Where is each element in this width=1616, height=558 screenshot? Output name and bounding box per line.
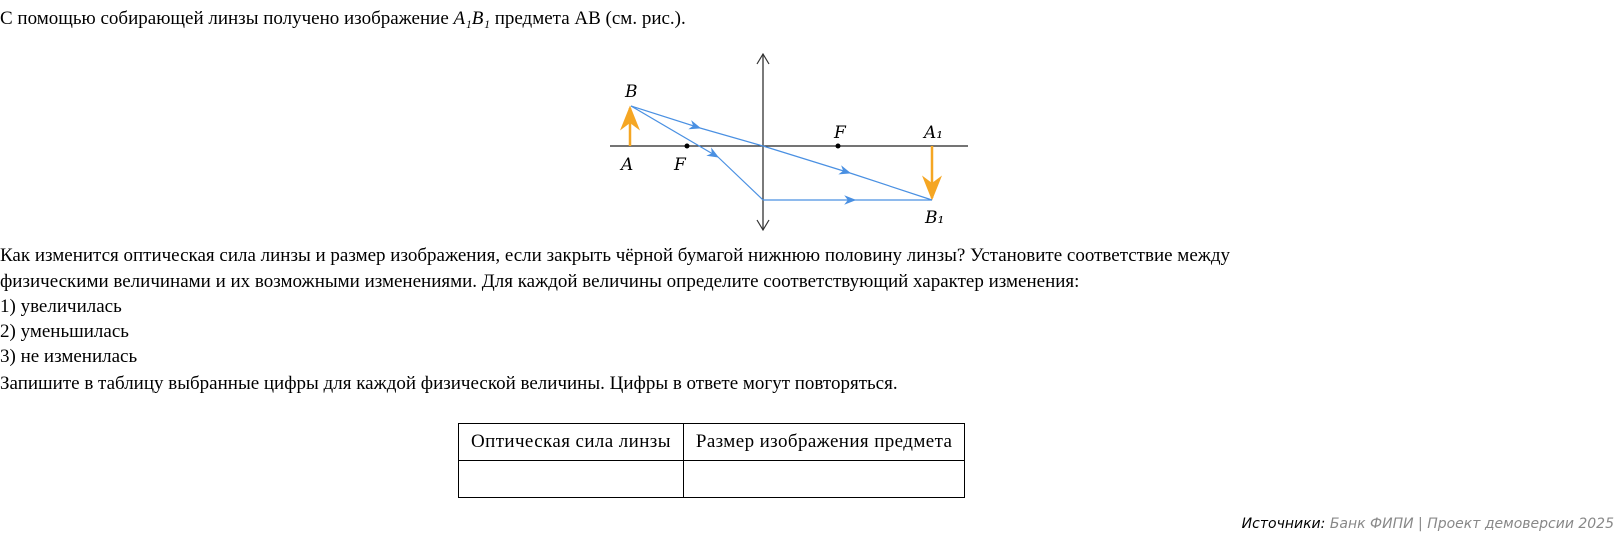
lens-diagram <box>0 0 1616 240</box>
header-image-size: Размер изображения предмета <box>683 424 964 461</box>
intro-text: С помощью собирающей линзы получено изображение A₁B₁ предмета АВ (см. рис.). <box>0 8 686 29</box>
label-A: A <box>621 155 634 175</box>
label-B1: B₁ <box>925 208 945 228</box>
focus-left <box>685 144 690 149</box>
label-F-left: F <box>674 155 686 175</box>
answer-cell-optical-power[interactable] <box>459 461 684 498</box>
rays <box>631 106 932 200</box>
question-line: физическими величинами и их возможными изменениями. Для каждой величины определите соответствующий характер изменения: <box>0 271 1080 292</box>
source-link[interactable]: Банк ФИПИ | Проект демоверсии 2025 <box>1329 516 1614 532</box>
answer-table <box>458 423 965 498</box>
instruction: Запишите в таблицу выбранные цифры для каждой физической величины. Цифры в ответе могут повторяться. <box>0 373 898 394</box>
option-3: 3) не изменилась <box>0 346 138 367</box>
label-F-right: F <box>834 123 846 143</box>
header-optical-power: Оптическая сила линзы <box>459 424 684 461</box>
question-line: Как изменится оптическая сила линзы и размер изображения, если закрыть чёрной бумагой нижнюю половину линзы? Установите соответствие между <box>0 245 1231 266</box>
option-1: 1) увеличилась <box>0 296 122 317</box>
option-2: 2) уменьшилась <box>0 321 129 342</box>
label-B: B <box>625 82 638 102</box>
source-note: Источники: Банк ФИПИ | Проект демоверсии 2025 <box>1241 516 1614 532</box>
image-label: A₁B₁ <box>453 8 490 29</box>
answer-cell-image-size[interactable] <box>683 461 964 498</box>
label-A1: A₁ <box>924 123 944 143</box>
focus-right <box>836 144 841 149</box>
